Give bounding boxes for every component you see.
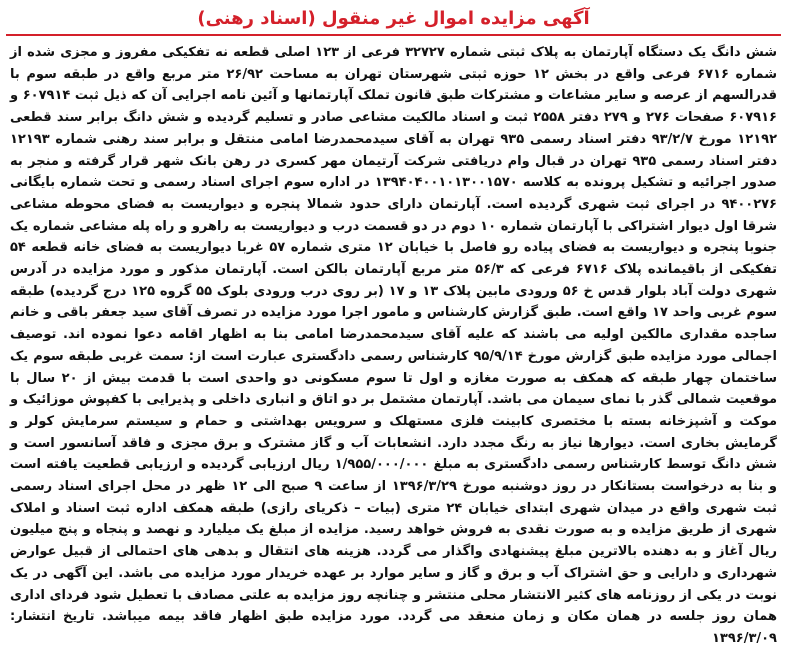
publication-date: تاریخ انتشار: ۱۳۹۶/۳/۰۹ [10, 609, 777, 646]
notice-body-text: شش دانگ یک دستگاه آپارتمان به پلاک ثبتی شماره ۳۲۷۲۷ فرعی از ۱۲۳ اصلی قطعه نه تفکیکی مفروز و مجزی شده از شماره ۶۷۱۶ فرعی واقع در بخش ۱۲ حوزه ثبتی شهرستان تهران به مساحت ۲۶/۹۲ متر مربع واقع در طبقه سوم با قدرالسهم از عرصه و سایر مشاعات و مشترکات طبق قانون تملک آپارتمانها و آئین نامه اجرایی آن که ذیل ثبت ۶۰۷۹۱۴ و ۶۰۷۹۱۶ صفحات ۲۷۶ و ۲۷۹ دفتر ۲۵۵۸ ثبت و اسناد مالکیت مشاعی صادر و تسلیم گردیده و شش دانگ برابر سند قطعی ۱۲۱۹۲ مورخ ۹۳/۲/۷ دفتر اسناد رسمی ۹۳۵ تهران به آقای سیدمحمدرضا امامی منتقل و برابر سند رهنی شماره ۱۲۱۹۳ دفتر اسناد رسمی ۹۳۵ تهران در قبال وام دریافتی شرکت آرتیمان مهر کسری در رهن بانک شهر قرار گرفته و منجر به صدور اجرائیه و تشکیل پرونده به کلاسه ۱۳۹۴۰۴۰۰۱۰۱۳۰۰۱۵۷۰ در اداره سوم اجرای اسناد رسمی و تحت شماره بایگانی ۹۴۰۰۲۷۶ در اجرای ثبت شهری گردیده است. آپارتمان دارای حدود شمالا پنجره و دیواریست به فضای محوطه مشاعی شرقا اول دیوار اشتراکی با آپارتمان شماره ۱۰ دوم در دو قسمت درب و دیواریست به راهرو و راه پله مشاعی شماره یک جنوبا پنجره و دیواریست به فضای پیاده رو فاصل با خیابان ۱۲ متری شماره ۵۷ غربا دیواریست به فضای خانه قطعه ۵۴ تفکیکی از باقیمانده پلاک ۶۷۱۶ فرعی که ۵۶/۳ متر مربع آپارتمان بالکن است. آپارتمان مذکور و مورد مزایده در آدرس شهری دولت آباد بلوار قدس خ ۵۶ ورودی مابین پلاک ۱۳ و ۱۷ (بر روی درب ورودی بلوک ۵۵ گروه ۱۲۵ درج گردیده) طبقه سوم غربی واحد ۱۷ واقع است. طبق گزارش کارشناس و مامور اجرا مورد مزایده در تصرف آقای سید جعفر باقی و خانم ساجده مقداری مالکین اولیه می باشند که علیه آقای سیدمحمدرضا امامی بنا به اظهار اقامه دعوا نموده اند. توصیف اجمالی مورد مزایده طبق گزارش مورخ ۹۵/۹/۱۴ کارشناس رسمی دادگستری عبارت است از: سمت غربی طبقه سوم یک ساختمان چهار طبقه که همکف به صورت مغازه و اول تا سوم مسکونی دو واحدی است با قدمت بیش از ۲۰ سال با موقعیت شمالی گذر با نمای سیمان می باشد. آپارتمان مشتمل بر دو اتاق و انباری داخلی و پذیرایی با کفپوش موزائیک و موکت و آشپزخانه بسته با مختصری کابینت فلزی مستهلک و سرویس بهداشتی و حمام و سیستم سرمایش کولر و گرمایش بخاری است. دیوارها نیاز به رنگ مجدد دارد. انشعابات آب و گاز مشترک و برق مجزی و فاقد آسانسور است و شش دانگ توسط کارشناس رسمی دادگستری به مبلغ ۱/۹۵۵/۰۰۰/۰۰۰ ریال ارزیابی گردیده و ارزیابی قطعیت یافته است و بنا به درخواست بستانکار در روز دوشنبه مورخ ۱۳۹۶/۳/۲۹ از ساعت ۹ صبح الی ۱۲ ظهر در محل اجرای اسناد رسمی ثبت شهری واقع در میدان شهری ابتدای خیابان ۲۴ متری (بیات – ذکریای رازی) طبقه همکف اداره ثبت اسناد و املاک شهری از طریق مزایده و به صورت نقدی به فروش خواهد رسید. مزایده از مبلغ یک میلیارد و نهصد و پنجاه و پنج میلیون ریال آغاز و به دهنده بالاترین مبلغ پیشنهادی واگذار می گردد. هزینه های انتقال و بدهی های احتمالی از قبیل عوارض شهرداری و دارایی و حق اشتراک آب و برق و گاز و سایر موارد بر عهده خریدار مورد مزایده می باشد. این آگهی در یک نوبت در یکی از روزنامه های کثیر الانتشار محلی منتشر و چنانچه روز مزایده به علتی مصادف با تعطیل شود فردای اداری همان روز جلسه در همان مکان و زمان منعقد می گردد. مورد مزایده طبق اظهار فاقد بیمه میباشد. [10, 45, 778, 625]
title-divider [6, 34, 781, 36]
notice-title: آگهی مزایده اموال غیر منقول (اسناد رهنی) [197, 8, 590, 29]
notice-body [10, 42, 778, 646]
